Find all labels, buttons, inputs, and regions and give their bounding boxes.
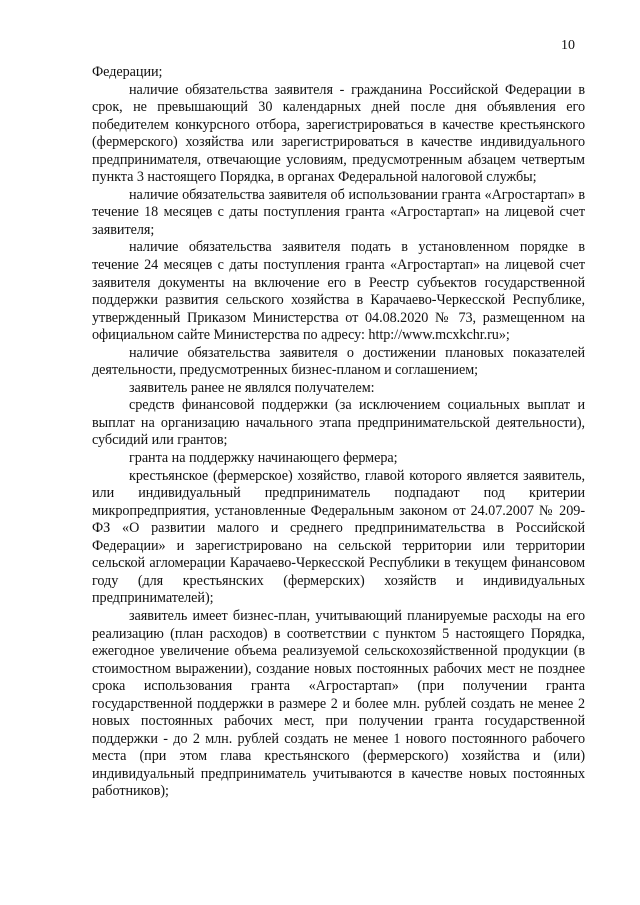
document-body [92,64,585,801]
page-number: 10 [561,38,575,53]
paragraph: гранта на поддержку начинающего фермера; [129,450,398,467]
paragraph: заявитель ранее не являлся получателем: [129,379,375,396]
paragraph: наличие обязательства заявителя об использовании гранта «Агростартап» в течение 18 месяцев с даты поступления гранта «Агростартап» на лицевой счет заявителя; [92,186,585,238]
paragraph: Федерации; [92,64,163,80]
paragraph: наличие обязательства заявителя о достижении плановых показателей деятельности, предусмотренных бизнес-планом и соглашением; [92,344,585,379]
paragraph: заявитель имеет бизнес-план, учитывающий планируемые расходы на его реализацию (план расходов) в соответствии с пунктом 5 настоящего Порядка, ежегодное увеличение объема реализуемой сельскохозяйственной продукции (в стоимостном выражении), создание новых постоянных рабочих мест не позднее срока использования гранта «Агростартап» (при получении гранта государственной поддержки в размере 2 и более млн. рублей создать не менее 2 новых постоянных рабочих мест, при получении гранта государственной поддержки - до 2 млн. рублей создать не менее 1 нового постоянного рабочего места (при этом глава крестьянского (фермерского) хозяйства и (или) индивидуальный предприниматель учитываются в качестве новых постоянных работников); [92,607,585,800]
paragraph: средств финансовой поддержки (за исключением социальных выплат и выплат на организацию начального этапа предпринимательской деятельности), субсидий или грантов; [92,397,585,449]
paragraph: наличие обязательства заявителя - гражданина Российской Федерации в срок, не превышающий 30 календарных дней после дня объявления его победителем конкурсного отбора, зарегистрироваться в качестве крестьянского (фермерского) хозяйства или зарегистрироваться в качестве индивидуального предпринимателя, отвечающие условиям, предусмотренным абзацем четвертым пункта 3 настоящего Порядка, в органах Федеральной налоговой службы; [92,81,585,186]
paragraph: наличие обязательства заявителя подать в установленном порядке в течение 24 месяцев с даты поступления гранта «Агростартап» на лицевой счет заявителя документы на включение его в Реестр субъектов государственной поддержки развития сельского хозяйства в Карачаево-Черкесской Республике, утвержденный Приказом Министерства от 04.08.2020 № 73, размещенном на официальном сайте Министерства по адресу: http://www.mcxkchr.ru»; [92,239,585,344]
paragraph: крестьянское (фермерское) хозяйство, главой которого является заявитель, или индивидуальный предприниматель подпадают под критерии микропредприятия, установленные Федеральным законом от 24.07.2007 № 209-ФЗ «О развитии малого и среднего предпринимательства в Российской Федерации» и зарегистрировано на сельской территории или территории сельской агломерации Карачаево-Черкесской Республики в текущем финансовом году (для крестьянских (фермерских) хозяйств и индивидуальных предпринимателей); [92,467,585,607]
